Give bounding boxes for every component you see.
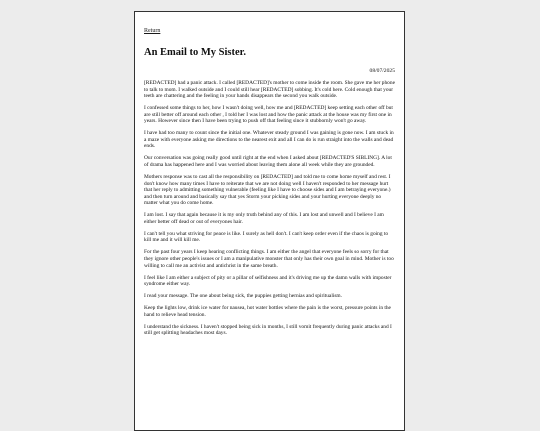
return-link[interactable]: Return (144, 28, 161, 34)
paragraph: I feel like I am either a subject of pity or a pillar of selfishness and it's driving me up the damn walls with imposter syndrome either way. (144, 274, 392, 288)
paragraph: I read your message. The one about being sick, the puppies getting hernias and spiritualism. (144, 293, 342, 300)
paragraph: Mothers response was to cast all the responsibility on [REDACTED] and told me to come home myself and rest. I don't know how many times I have to reiterate that we are not doing well I haven't responded to her message hurt that her reply to admitting something vulnerable (feeling like I have to choose sides and I am betraying everyone.) and then turn around and basically say that yes Storm your picking sides and your hurting everyone deeply no matter what you do come home. (144, 174, 391, 207)
paragraph: I confessed some things to her, how I wasn't doing well, how me and [REDACTED] keep setting each other off but are still better off around each other , I told her I was lost and how the panic attack at the house was my first one in years. However since then I have been trying to push off that feeling since it stubbornly won't go away. (144, 105, 393, 125)
paragraph: I have had too many to count since the initial one. Whatever steady ground I was gaining is gone now. I am stuck in a maze with everyone asking me directions to the nearest exit and all I can do is run straight into the walls and dead ends. (144, 130, 394, 150)
paragraph: For the past four years I keep hearing conflicting things. I am either the angel that everyone feels so sorry for that they ignore other people's issues or I am a manipulative monster that only has their own goal in mind. Mother is too willing to call me an activist and antichrist in the same breath. (144, 249, 394, 269)
page-title: An Email to My Sister. (144, 47, 246, 58)
article-body (144, 80, 395, 337)
paragraph: I am lost. I say that again because it is my only truth behind any of this. I am lost and unwell and I believe I am either better off dead or out of everyones hair. (144, 212, 384, 225)
paragraph: Our conversation was going really good until right at the end when I asked about [REDACTED'S SIBLING]. A lot of drama has happened here and I was worried about leaving them alone all week while they are grounded. (144, 155, 392, 168)
paragraph: I can't tell you what striving for peace is like. I surely as hell don't. I can't keep order even if the chaos is going to kill me and it will kill me. (144, 230, 389, 244)
paragraph: I understand the sickness. I haven't stopped being sick in months, I still vomit frequently during panic attacks and I still get splitting headaches most days. (144, 323, 392, 337)
paragraph: [REDACTED] had a panic attack. I called [REDACTED]'s mother to come inside the room. She gave me her phone to talk to mom. I walked outside and I could still hear [REDACTED] sobbing. It's cold here. Cold enough that your teeth are chattering and the feeling in your hands disappears the second you walk outside. (144, 80, 395, 100)
post-date: 08/07/2025 (369, 68, 395, 74)
document-page (134, 11, 405, 431)
paragraph: Keep the lights low, drink ice water for nausea, hot water bottles where the pain is the worst, pressure points in the hand to relieve head tension. (144, 305, 391, 318)
